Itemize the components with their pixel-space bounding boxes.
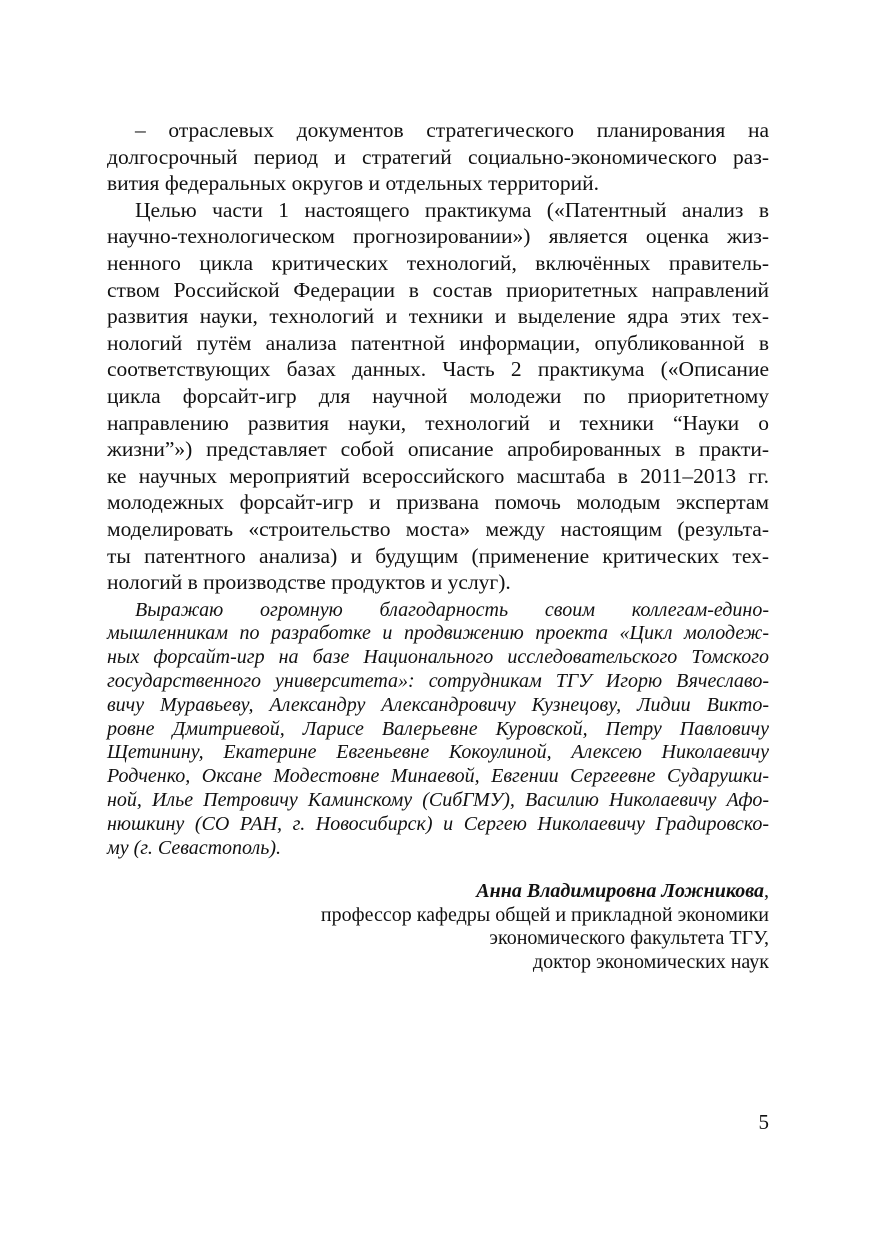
text-line: – отраслевых документов стратегического планирования на: [135, 118, 769, 142]
text-line: ты патентного анализа) и будущим (применение критических тех-: [107, 543, 769, 568]
text-line: государственного университета»: сотрудникам ТГУ Игорю Вячеславо-: [107, 670, 769, 693]
author-faculty: экономического факультета ТГУ,: [489, 927, 769, 950]
text-line: ке научных мероприятий всероссийского масштаба в 2011–2013 гг.: [107, 463, 769, 488]
text-line: цикла форсайт-игр для научной молодежи по приоритетному: [107, 383, 769, 408]
paragraph-practicum-goal: [107, 197, 769, 596]
author-degree: доктор экономических наук: [532, 950, 769, 973]
text-line: нологий путём анализа патентной информации, опубликованной в: [107, 330, 769, 355]
text-line: му (г. Севастополь).: [107, 836, 282, 859]
text-line: научно-технологическом прогнозировании») является оценка жиз-: [107, 224, 769, 249]
text-line: мышленникам по разработке и продвижению проекта «Цикл молодеж-: [107, 622, 769, 645]
author-signature: [321, 880, 769, 974]
text-line: ных форсайт-игр на базе Национального исследовательского Томского: [107, 646, 769, 669]
text-line: развития науки, технологий и техники и выделение ядра этих тех-: [107, 304, 769, 329]
text-line: Целью части 1 настоящего практикума («Патентный анализ в: [135, 197, 769, 222]
text-line: моделировать «строительство моста» между настоящим (результа-: [107, 516, 769, 541]
text-line: жизни”») представляет собой описание апробированных в практи-: [107, 437, 769, 462]
document-page: [107, 117, 769, 860]
paragraph-acknowledgements: [107, 599, 769, 861]
text-line: Выражаю огромную благодарность своим коллегам-едино-: [135, 598, 769, 621]
paragraph-strategic-documents: [107, 117, 769, 197]
text-line: ненного цикла критических технологий, включённых правитель-: [107, 250, 769, 275]
text-line: Родченко, Оксане Модестовне Минаевой, Евгении Сергеевне Сударушки-: [107, 765, 769, 788]
text-line: ством Российской Федерации в состав приоритетных направлений: [107, 277, 769, 302]
text-line: нологий в производстве продуктов и услуг).: [107, 570, 511, 595]
text-line: вития федеральных округов и отдельных территорий.: [107, 171, 600, 196]
text-line: вичу Муравьеву, Александру Александровичу Кузнецову, Лидии Викто-: [107, 693, 769, 716]
author-position: профессор кафедры общей и прикладной экономики: [320, 903, 769, 926]
text-line: молодежных форсайт-игр и призвана помочь молодым экспертам: [107, 490, 769, 515]
page-number: 5: [758, 1110, 769, 1134]
text-line: долгосрочный период и стратегий социально-экономического раз-: [107, 144, 769, 169]
author-name-comma: ,: [764, 880, 769, 902]
text-line: соответствующих базах данных. Часть 2 практикума («Описание: [107, 357, 769, 382]
text-line: ровне Дмитриевой, Ларисе Валерьевне Куровской, Петру Павловичу: [107, 717, 769, 740]
text-line: ной, Илье Петровичу Каминскому (СибГМУ), Василию Николаевичу Афо-: [107, 789, 769, 812]
author-name: Анна Владимировна Ложникова: [476, 880, 764, 902]
text-line: нюшкину (СО РАН, г. Новосибирск) и Сергею Николаевичу Градировско-: [107, 812, 769, 835]
text-line: направлению развития науки, технологий и техники “Науки о: [107, 410, 769, 435]
text-line: Щетинину, Екатерине Евгеньевне Кокоулиной, Алексею Николаевичу: [107, 741, 769, 764]
